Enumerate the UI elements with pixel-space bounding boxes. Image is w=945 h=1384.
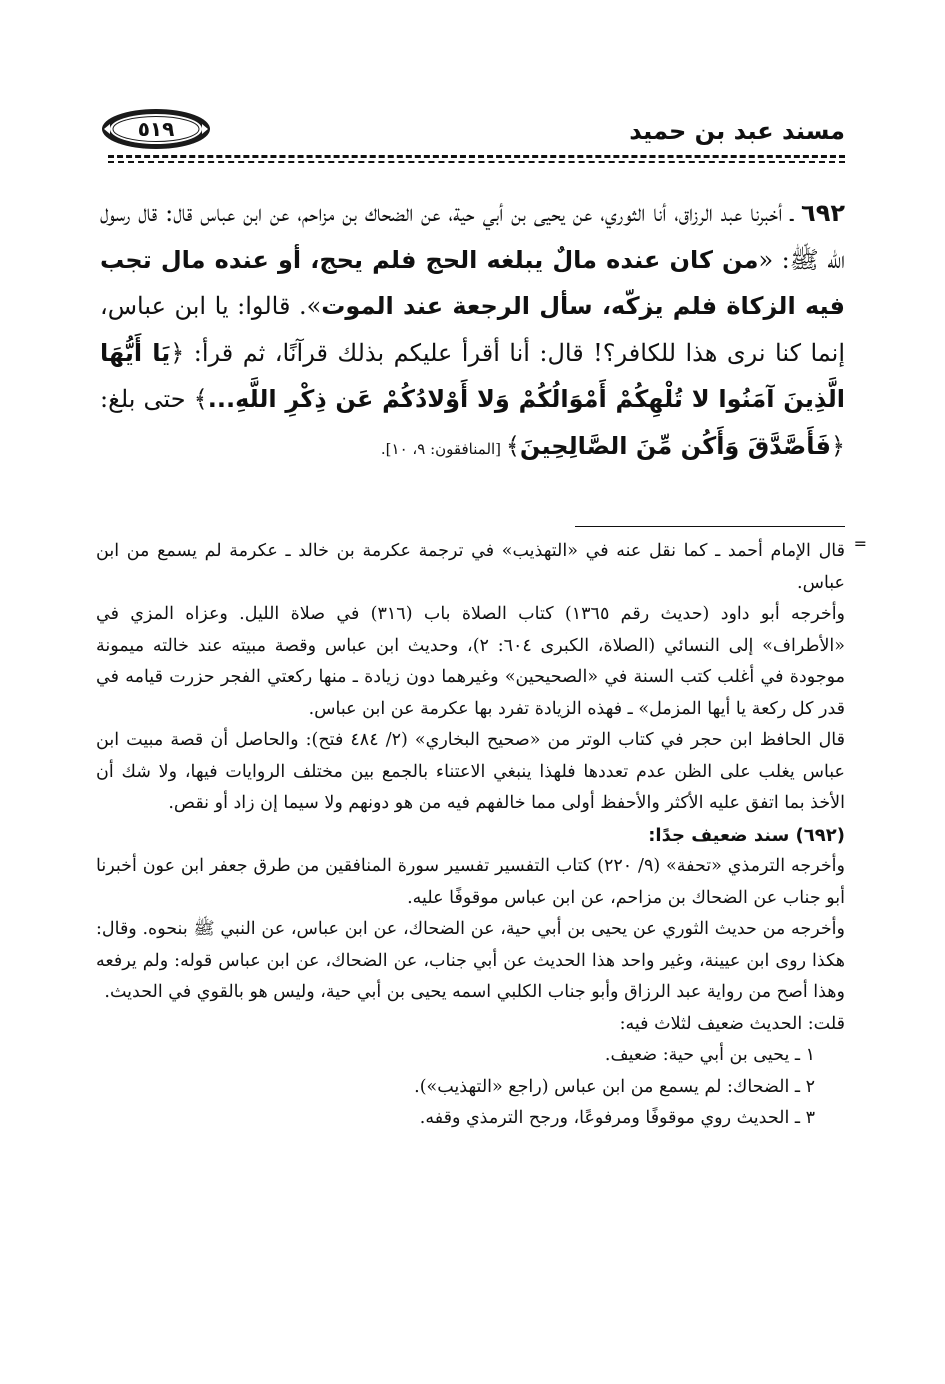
page-number: ٥١٩ — [137, 117, 175, 141]
footnote-paragraph: وأخرجه الترمذي «تحفة» (٩/ ٢٢٠) كتاب التفسير تفسير سورة المنافقين من طرق جعفر ابن عون أخبرنا أبو جناب عن الضحاك بن مزاحم، عن ابن عباس موقوفًا عليه. — [96, 856, 845, 908]
hadith-matn: من كان عنده مالٌ يبلغه الحج فلم يحج، أو عنده مال تجب فيه الزكاة فلم يزكّه، سأل الرجعة عند الموت — [100, 245, 846, 320]
quran-verse-2: فَأَصَّدَّقَ وَأَكُن مِّنَ الصَّالِحِينَ — [519, 431, 831, 460]
quran-verse-1: يَا أَيُّهَا الَّذِينَ آمَنُوا لا تُلْهِكُمْ أَمْوَالُكُمْ وَلا أَوْلادُكُمْ عَن ذِكْرِ اللَّهِ... — [100, 338, 845, 413]
header-divider — [108, 155, 845, 163]
footnote-separator — [575, 526, 845, 527]
footnote-paragraph: وأخرجه من حديث الثوري عن يحيى بن أبي حية، عن الضحاك، عن ابن عباس، عن النبي ﷺ بنحوه. وقال: هكذا روى ابن عيينة، وغير واحد هذا الحديث عن أبي جناب، عن الضحاك، عن ابن عباس قوله: ولم يرفعه وهذا أصح من رواية عبد الرزاق وأبو جناب الكلبي اسمه يحيى بن أبي حية، وليس هو بالقوي في الحديث. — [96, 919, 845, 1002]
footnote-heading: (٦٩٢) سند ضعيف جدًا: — [648, 824, 845, 846]
hadith-number: ٦٩٢ — [801, 199, 845, 227]
continuation-mark: = — [853, 534, 867, 553]
until-text: ﴾ حتى بلغ: ﴿ — [100, 385, 845, 460]
hadith-isnad: ـ أخبرنا عبد الرزاق، أنا الثوري، عن يحيى بن أبي حية، عن الضحاك بن مزاحم، عن ابن عباس قال: قال رسول الله ﷺ: « — [100, 199, 846, 274]
footnote-paragraph: قال الإمام أحمد ـ كما نقل عنه في «التهذيب» في ترجمة عكرمة بن خالد ـ عكرمة لم يسمع من ابن عباس. — [96, 541, 845, 593]
hadith-continuation: ». قالوا: يا ابن عباس، إنما كنا نرى هذا للكافر؟! قال: أنا أقرأ عليكم بذلك قرآنًا، ثم قرأ: ﴿ — [100, 292, 845, 367]
quran-reference: [المنافقون: ٩، ١٠]. — [380, 439, 506, 458]
footnote-paragraph: قال الحافظ ابن حجر في كتاب الوتر من «صحيح البخاري» (٢/ ٤٨٤ فتح): والحاصل أن قصة مبيت ابن عباس يغلب على الظن عدم تعددها فلهذا ينبغي الاعتناء بالجمع بين مختلف الروايات فيها، ولا شك أن الأخذ بما اتفق عليه الأكثر والأحفظ أولى مما خالفهم فيه من هو دونهم ولا سيما إن زاد أو نقص. — [96, 730, 845, 813]
page-number-badge — [100, 107, 212, 151]
hadith-text — [100, 190, 845, 472]
footnote-paragraph: قلت: الحديث ضعيف لثلاث فيه: — [619, 1013, 845, 1034]
book-title: مسند عبد بن حميد — [629, 117, 845, 145]
list-item: ٢ ـ الضحاك: لم يسمع من ابن عباس (راجع «التهذيب»). — [414, 1076, 815, 1097]
list-item: ١ ـ يحيى بن أبي حية: ضعيف. — [604, 1045, 815, 1065]
list-item: ٣ ـ الحديث روي موقوفًا ومرفوعًا، ورجح الترمذي وقفه. — [419, 1108, 815, 1128]
footnotes — [96, 536, 845, 1135]
quran-close-bracket: ﴾ — [505, 431, 520, 460]
footnote-paragraph: وأخرجه أبو داود (حديث رقم ١٣٦٥) كتاب الصلاة باب (٣١٦) في صلاة الليل. وعزاه المزي في «الأطراف» إلى النسائي (الصلاة، الكبرى ٦٠٤: ٢)، وحديث ابن عباس وقصة مبيته عند خالته ميمونة موجودة في أغلب كتب السنة في «الصحيحين» وغيرهما دون زيادة ـ منها ركعتي الفجر حزرت قيامه في قدر كل ركعة يا أيها المزمل» ـ فهذه الزيادة تفرد بها عكرمة عن ابن عباس. — [96, 604, 846, 719]
